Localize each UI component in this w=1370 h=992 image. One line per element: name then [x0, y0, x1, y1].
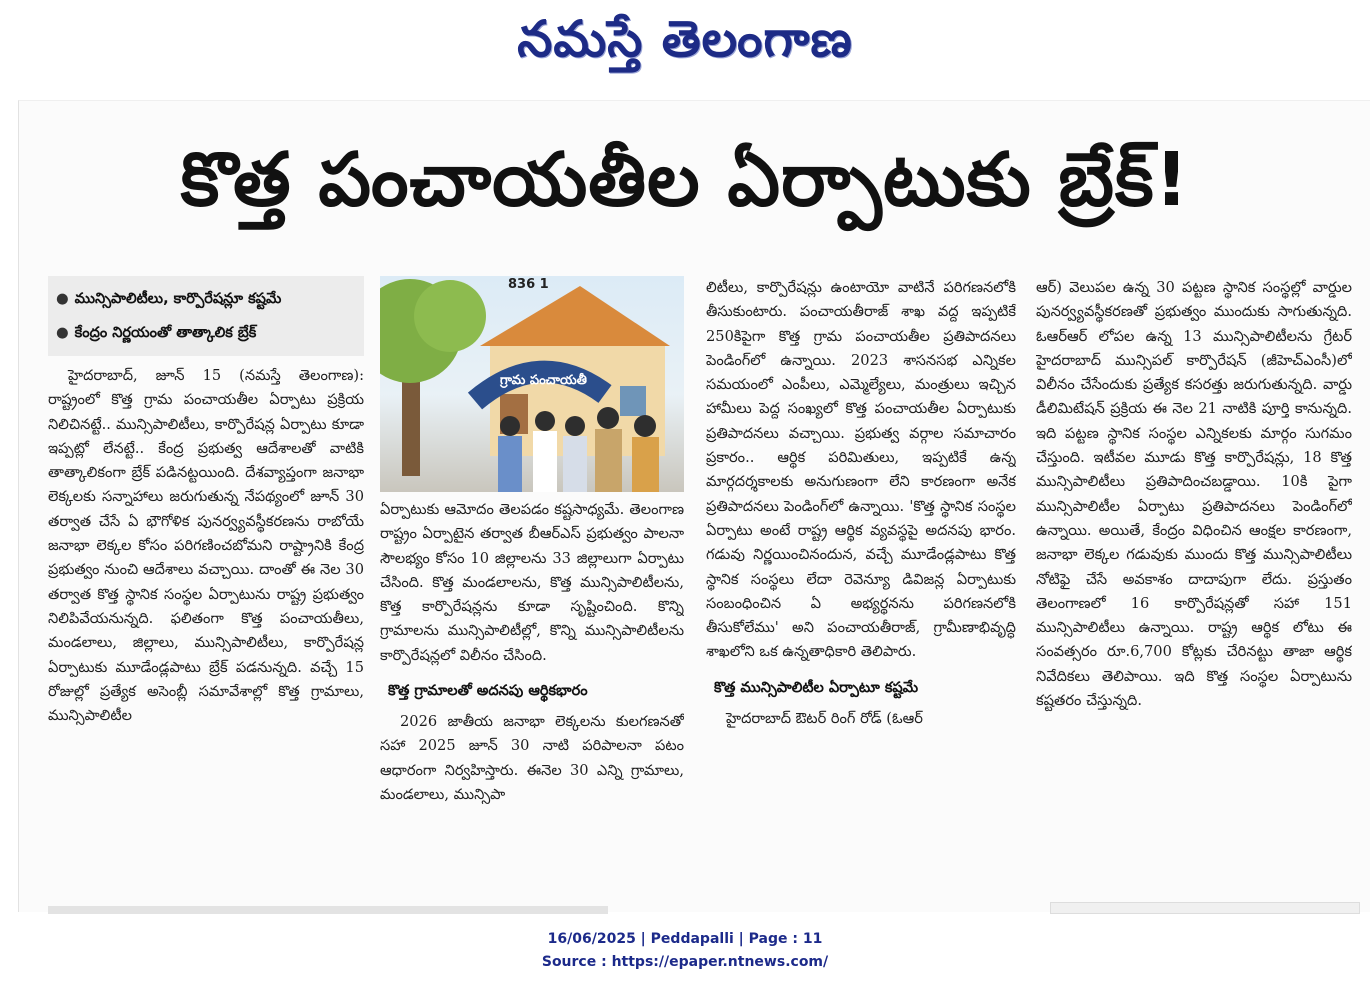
section-subheading: కొత్త గ్రామాలతో అదనపు ఆర్థికభారం [388, 683, 588, 700]
article-column-3 [706, 276, 1016, 731]
bullet-icon: ● [56, 325, 69, 341]
bullet-icon: ● [56, 291, 69, 307]
body-paragraph: హైదరాబాద్ ఔటర్ రింగ్ రోడ్ (ఓఆర్ [726, 709, 923, 727]
sign-text: గ్రామ పంచాయతీ [500, 373, 587, 388]
article-photo [380, 276, 684, 492]
body-paragraph: ఆర్) వెలుపల ఉన్న 30 పట్టణ స్థానిక సంస్థల్లో వార్డుల పునర్వ్యవస్థీకరణతో ప్రభుత్వం ముందుకు సాగుతున్నది. ఓఆర్ఆర్ లోపల ఉన్న 13 మున్సిపాలిటీలను గ్రేటర్ హైదరాబాద్ మున్సిపల్ కార్పొరేషన్ (జీహెచ్ఎంసీ)లో విలీనం చేసేందుకు ప్రత్యేక కసరత్తు జరుగుతున్నది. వార్డు డీలిమిటేషన్ ప్రక్రియ ఈ నెల 21 నాటికి పూర్తి కానున్నది. ఇది పట్టణ స్థానిక సంస్థల ఎన్నికలకు మార్గం సుగమం చేస్తుంది. ఇటీవల మూడు కొత్త కార్పొరేషన్లు, 18 కొత్త మున్సిపాలిటీలు ప్రతిపాదించబడ్డాయి. 10కి పైగా మున్సిపాలిటీల ఏర్పాటు ప్రతిపాదనలు పెండింగ్‌లో ఉన్నాయి. అయితే, కేంద్రం విధించిన ఆంక్షల కారణంగా, జనాభా లెక్కల గడువుకు ముందు కొత్త మున్సిపాలిటీలు నోటిఫై చేసే అవకాశం దాదాపుగా లేదు. ప్రస్తుతం తెలంగాణలో 16 కార్పొరేషన్లతో సహా 151 మున్సిపాలిటీలు ఉన్నాయి. రాష్ట్ర ఆర్థిక లోటు ఈ సంవత్సరం రూ.6,700 కోట్లకు చేరినట్టు తాజా ఆర్థిక నివేదికలు తెలిపాయి. ఇది కొత్త సంస్థల ఏర్పాటును కష్టతరం చేస్తున్నది. [1036, 279, 1352, 710]
newspaper-logo: నమస్తే తెలంగాణ [517, 10, 853, 68]
article-column-2 [380, 276, 684, 807]
article-deck [48, 276, 364, 356]
source-link[interactable]: Source : https://epaper.ntnews.com/ [541, 954, 829, 970]
body-paragraph: ఏర్పాటుకు ఆమోదం తెలపడం కష్టసాధ్యమే. తెలంగాణ రాష్ట్రం ఏర్పాటైన తర్వాత బీఆర్ఎస్ ప్రభుత్వం పాలనా సౌలభ్యం కోసం 10 జిల్లాలను 33 జిల్లాలుగా ఏర్పాటు చేసింది. కొత్త మండలాలను, కొత్త మున్సిపాలిటీలను, కొత్త కార్పొరేషన్లను కూడా సృష్టించింది. కొన్ని గ్రామాలను మున్సిపాలిటీల్లో, కొన్ని మున్సిపాలిటీలను కార్పొరేషన్లలో విలీనం చేసింది. [380, 501, 684, 664]
masthead [0, 0, 1370, 82]
section-subheading: కొత్త మున్సిపాలిటీల ఏర్పాటూ కష్టమే [714, 679, 919, 696]
article-column-1 [48, 276, 364, 728]
article-headline: కొత్త పంచాయతీల ఏర్పాటుకు బ్రేక్! [180, 137, 1190, 223]
body-paragraph: హైదరాబాద్, జూన్ 15 (నమస్తే తెలంగాణ): రాష్ట్రంలో కొత్త గ్రామ పంచాయతీల ఏర్పాటు ప్రక్రియ నిలిచినట్టే.. మున్సిపాలిటీలు, కార్పొరేషన్ల ఏర్పాటు కూడా ఇప్పట్లో లేనట్టే.. కేంద్ర ప్రభుత్వ ఆదేశాలతో వాటికి తాత్కాలికంగా బ్రేక్ పడినట్టయింది. దేశవ్యాప్తంగా జనాభా లెక్కలకు సన్నాహాలు జరుగుతున్న నేపథ్యంలో జూన్ 30 తర్వాత చేసే ఏ భౌగోళిక పునర్వ్యవస్థీకరణను రాబోయే జనాభా లెక్కల కోసం పరిగణించబోమని రాష్ట్రానికి కేంద్ర ప్రభుత్వం నుంచి ఆదేశాలు వచ్చాయి. దాంతో ఈ నెల 30 తర్వాత కొత్త స్థానిక సంస్థల ఏర్పాటును రాష్ట్ర ప్రభుత్వం నిలిపివేయనున్నది. ఫలితంగా కొత్త పంచాయతీలు, మండలాలు, జిల్లాలు, మున్సిపాలిటీలు, కార్పొరేషన్ల ఏర్పాటుకు మూడేండ్లపాటు బ్రేక్ పడనున్నది. వచ్చే 15 రోజుల్లో ప్రత్యేక అసెంబ్లీ సమావేశాల్లో కొత్త గ్రామాలు, మున్సిపాలిటీల [48, 367, 364, 725]
deck-item: ● మున్సిపాలిటీలు, కార్పొరేషన్లూ కష్టమే [56, 291, 282, 307]
village-panchayat-illustration [380, 276, 684, 492]
page-footer [0, 928, 1370, 974]
article-column-4 [1036, 276, 1352, 713]
edition-info: 16/06/2025 | Peddapalli | Page : 11 [547, 931, 823, 947]
body-paragraph: 2026 జాతీయ జనాభా లెక్కలను కులగణనతో సహా 2025 జూన్ 30 నాటి పరిపాలనా పటం ఆధారంగా నిర్వహిస్తారు. ఈనెల 30 ఎన్ని గ్రామాలు, మండలాలు, మున్సిపా [380, 713, 684, 803]
clipped-text-edge [48, 906, 608, 914]
body-paragraph: లిటీలు, కార్పొరేషన్లు ఉంటాయో వాటినే పరిగణనలోకి తీసుకుంటారు. పంచాయతీరాజ్ శాఖ వద్ద ఇప్పటికే 250కిపైగా కొత్త గ్రామ పంచాయతీల ప్రతిపాదనలు పెండింగ్‌లో ఉన్నాయి. 2023 శాసనసభ ఎన్నికల సమయంలో ఎంపీలు, ఎమ్మెల్యేలు, మంత్రులు ఇచ్చిన హామీలు పెద్ద సంఖ్యలో కొత్త పంచాయతీల ఏర్పాటుకు ప్రతిపాదనలు వచ్చాయి. ప్రభుత్వ వర్గాల సమాచారం ప్రకారం.. ఆర్థిక పరిమితులు, ఇప్పటికే ఉన్న మార్గదర్శకాలకు అనుగుణంగా లేని కారణంగా అనేక ప్రతిపాదనలు పెండింగ్‌లో ఉన్నాయి. 'కొత్త స్థానిక సంస్థల ఏర్పాటు అంటే రాష్ట్ర ఆర్థిక వ్యవస్థపై అదనపు భారం. గడువు నిర్ణయించినందున, వచ్చే మూడేండ్లపాటు కొత్త స్థానిక సంస్థలు లేదా రెవెన్యూ డివిజన్ల ఏర్పాటుకు సంబంధించిన ఏ అభ్యర్థనను పరిగణనలోకి తీసుకోలేము' అని పంచాయతీరాజ్, గ్రామీణాభివృద్ధి శాఖలోని ఒక ఉన్నతాధికారి తెలిపారు. [706, 279, 1016, 661]
clipped-box-edge [1050, 902, 1360, 914]
deck-item: ● కేంద్రం నిర్ణయంతో తాత్కాలిక బ్రేక్ [56, 325, 257, 341]
plate-text: 836 1 [508, 277, 549, 292]
